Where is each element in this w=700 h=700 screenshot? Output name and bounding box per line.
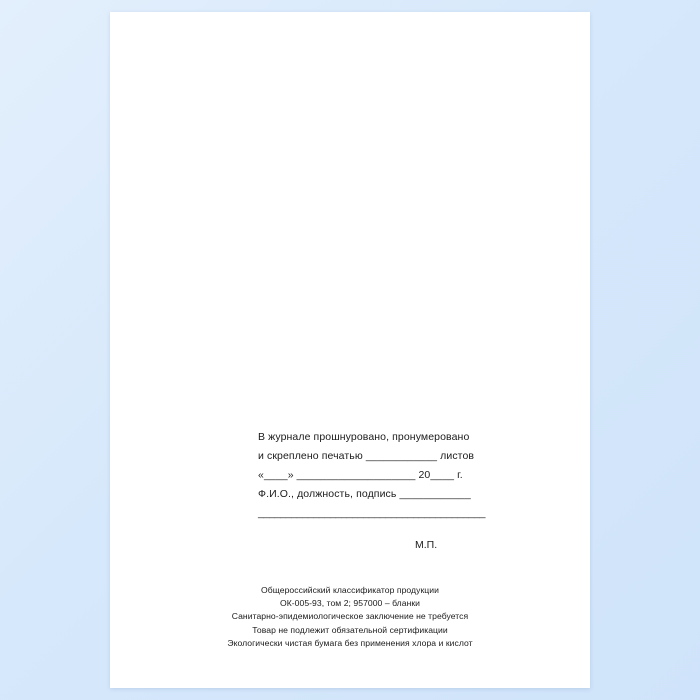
document-page	[110, 12, 590, 688]
statement-line-5: _________________________________________	[258, 507, 486, 519]
footer-line-1: Общероссийский классификатор продукции	[261, 585, 439, 595]
statement-line-3: «____» ____________________ 20____ г.	[258, 469, 463, 481]
footer-line-2: ОК-005-93, том 2; 957000 – бланки	[279, 598, 421, 609]
footer-line-5: Экологически чистая бумага без применения хлора и кислот	[227, 637, 473, 648]
certification-statement	[258, 428, 518, 523]
statement-line-1: В журнале прошнуровано, пронумеровано	[258, 431, 470, 443]
seal-mark: М.П.	[415, 539, 438, 551]
document-footer	[110, 584, 590, 650]
statement-line-2: и скреплено печатью ____________ листов	[258, 450, 475, 462]
statement-line-4: Ф.И.О., должность, подпись ____________	[258, 488, 471, 500]
footer-line-4: Товар не подлежит обязательной сертификации	[252, 624, 448, 635]
footer-line-3: Санитарно-эпидемиологическое заключение не требуется	[231, 611, 469, 622]
